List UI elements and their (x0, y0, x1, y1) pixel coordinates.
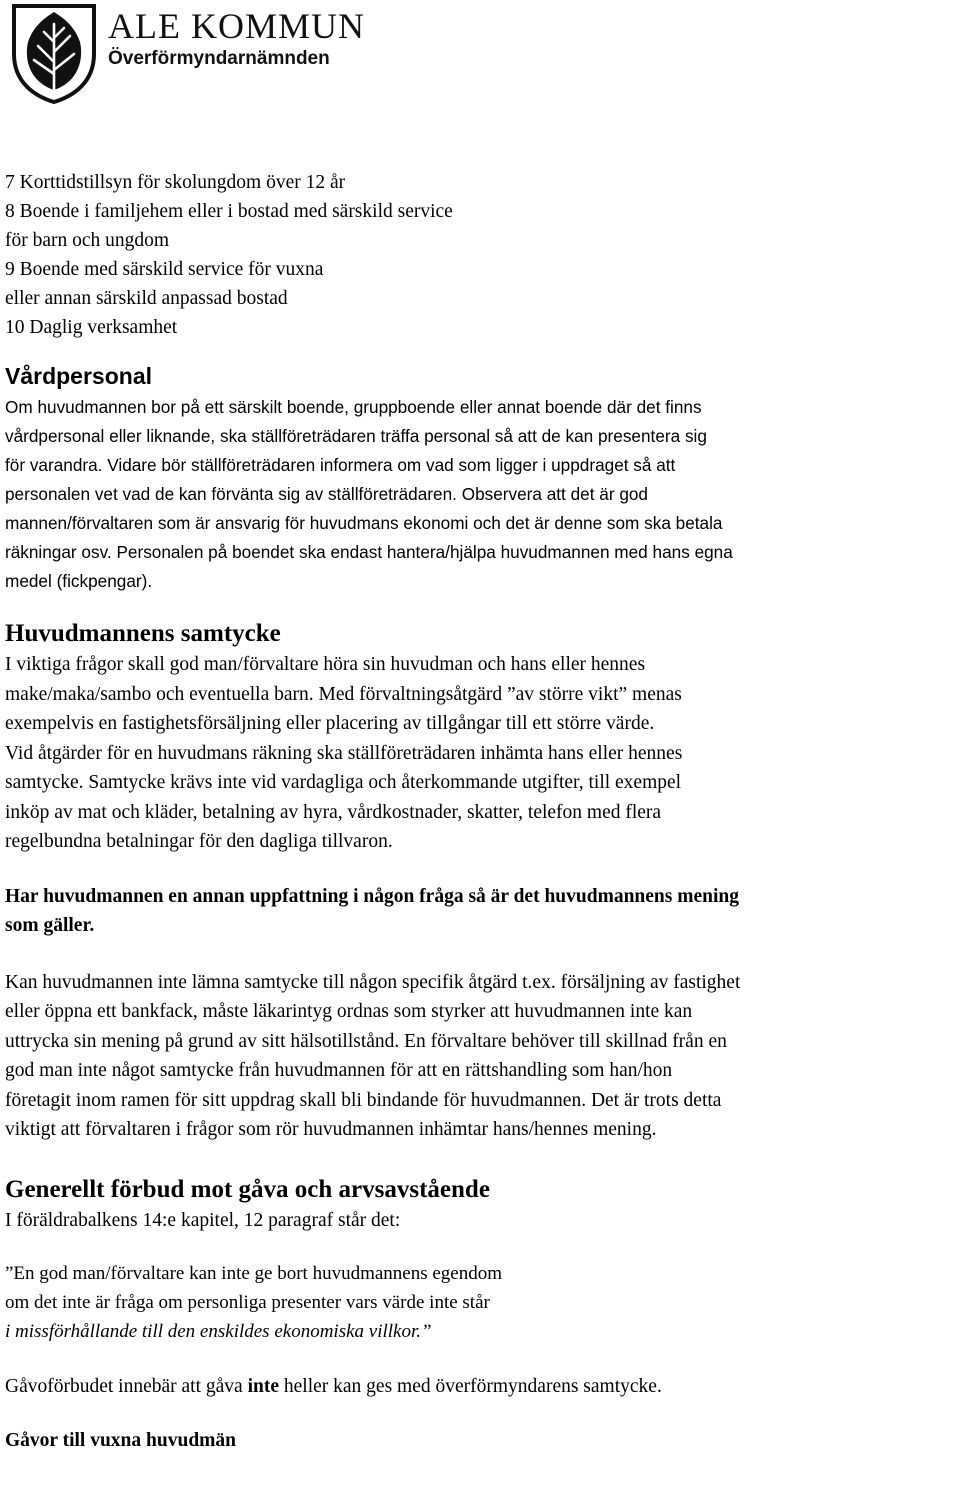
quote-line: ”En god man/förvaltare kan inte ge bort huvudmannens egendom (5, 1263, 503, 1284)
emphasis-paragraph (5, 882, 960, 941)
paragraph-line: Om huvudmannen bor på ett särskilt boende, gruppboende eller annat boende där det finns (5, 397, 702, 417)
paragraph-line: samtycke. Samtycke krävs inte vid vardagliga och återkommande utgifter, till exempel (5, 772, 682, 793)
paragraph-line: Kan huvudmannen inte lämna samtycke till någon specifik åtgärd t.ex. försäljning av fastighet (5, 971, 741, 993)
letterhead (0, 0, 960, 110)
list-item: 7 Korttidstillsyn för skolungdom över 12 år (5, 172, 346, 193)
list-item: 10 Daglig verksamhet (5, 317, 178, 338)
section-vardpersonal (5, 362, 960, 596)
paragraph-line: eller öppna ett bankfack, måste läkarintyg ordnas som styrker att huvudmannen inte kan (5, 1001, 693, 1022)
gift-ban-sentence (5, 1372, 960, 1402)
paragraph-line: räkningar osv. Personalen på boendet ska endast hantera/hjälpa huvudmannen med hans egna (5, 542, 733, 562)
paragraph-line: god man inte något samtycke från huvudmannen för att en rättshandling som han/hon (5, 1060, 673, 1081)
list-item: 8 Boende i familjehem eller i bostad med särskild service (5, 201, 453, 222)
emphasis-line: som gäller. (5, 915, 95, 936)
section-gava (5, 1174, 960, 1456)
section-heading: Huvudmannens samtycke (5, 620, 281, 647)
paragraph-line: exempelvis en fastighetsförsäljning eller placering av tillgångar till ett större värde. (5, 713, 655, 734)
paragraph-line: för varandra. Vidare bör ställföreträdaren informera om vad som ligger i uppdraget så att (5, 455, 676, 475)
section-heading: Generellt förbud mot gåva och arvsavstående (5, 1175, 490, 1203)
tree-leaf-shield-icon (4, 2, 104, 104)
emphasis-word: inte (247, 1376, 279, 1397)
paragraph-line: personalen vet vad de kan förvänta sig av ställföreträdaren. Observera att det är god (5, 484, 648, 504)
paragraph-line: I viktiga frågor skall god man/förvaltare höra sin huvudman och hans eller hennes (5, 654, 646, 675)
paragraph-line: viktigt att förvaltaren i frågor som rör huvudmannen inhämtar hans/hennes mening. (5, 1119, 657, 1140)
subheading: Gåvor till vuxna huvudmän (5, 1429, 237, 1451)
paragraph (5, 968, 960, 1145)
brand (108, 6, 365, 70)
paragraph-line: inköp av mat och kläder, betalning av hyra, vårdkostnader, skatter, telefon med flera (5, 801, 662, 823)
quote-line: om det inte är fråga om personliga presenter vars värde inte står (5, 1292, 490, 1313)
paragraph-line: uttrycka sin mening på grund av sitt hälsotillstånd. En förvaltare behöver till skillnad från en (5, 1030, 727, 1052)
section-heading: Vårdpersonal (5, 363, 152, 389)
list-item: eller annan särskild anpassad bostad (5, 288, 288, 309)
paragraph-line: vårdpersonal eller liknande, ska ställföreträdaren träffa personal så att de kan presentera sig (5, 426, 707, 446)
emphasis-line: Har huvudmannen en annan uppfattning i någon fråga så är det huvudmannens mening (5, 885, 739, 907)
paragraph-line: medel (fickpengar). (5, 571, 153, 591)
text-run: heller kan ges med överförmyndarens samtycke. (279, 1376, 662, 1397)
brand-subtitle: Överförmyndarnämnden (108, 48, 330, 69)
law-quote (5, 1259, 960, 1346)
document-body (5, 168, 960, 1455)
paragraph-line: företagit inom ramen för sitt uppdrag skall bli bindande för huvudmannen. Det är trots detta (5, 1089, 722, 1111)
list-item: 9 Boende med särskild service för vuxna (5, 259, 324, 280)
intro-list (5, 168, 960, 342)
section-samtycke (5, 618, 960, 1145)
paragraph-line: make/maka/sambo och eventuella barn. Med förvaltningsåtgärd ”av större vikt” menas (5, 683, 682, 705)
list-item: för barn och ungdom (5, 230, 170, 251)
paragraph-line: regelbundna betalningar för den dagliga tillvaron. (5, 831, 393, 852)
quote-line: i missförhållande till den enskildes ekonomiska villkor.” (5, 1321, 432, 1342)
paragraph-line: mannen/förvaltaren som är ansvarig för huvudmans ekonomi och det är denne som ska betala (5, 513, 723, 533)
brand-name: ALE KOMMUN (108, 6, 365, 46)
text-run: Gåvoförbudet innebär att gåva (5, 1376, 248, 1397)
paragraph-line: Vid åtgärder för en huvudmans räkning ska ställföreträdaren inhämta hans eller hennes (5, 742, 683, 764)
paragraph-line: I föräldrabalkens 14:e kapitel, 12 paragraf står det: (5, 1209, 401, 1231)
